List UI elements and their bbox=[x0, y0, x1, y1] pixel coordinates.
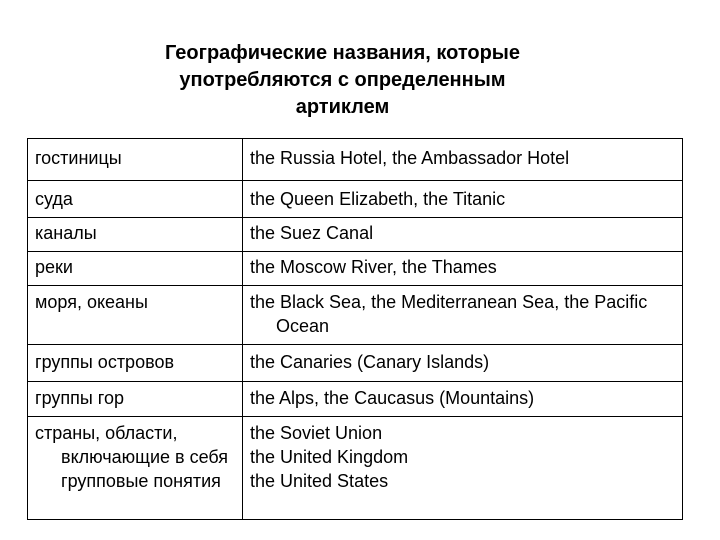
category-text: группы островов bbox=[35, 352, 175, 372]
category-text: группы гор bbox=[35, 388, 124, 408]
examples-text: the Queen Elizabeth, the Titanic bbox=[250, 189, 506, 209]
table-row bbox=[28, 139, 683, 181]
category-text: каналы bbox=[35, 223, 97, 243]
category-text: гостиницы bbox=[35, 148, 122, 168]
examples-text: the Black Sea, the Mediterranean Sea, the Pacific Ocean bbox=[250, 292, 648, 336]
table-row bbox=[28, 417, 683, 520]
examples-text: the Canaries (Canary Islands) bbox=[250, 352, 490, 372]
table-row bbox=[28, 345, 683, 382]
category-cell bbox=[28, 181, 243, 218]
category-text: моря, океаны bbox=[35, 292, 148, 312]
table-row bbox=[28, 382, 683, 417]
examples-cell bbox=[243, 417, 683, 520]
examples-text: the Suez Canal bbox=[250, 223, 374, 243]
examples-text: the Russia Hotel, the Ambassador Hotel bbox=[250, 148, 570, 168]
table-row bbox=[28, 218, 683, 252]
category-cell bbox=[28, 252, 243, 286]
examples-cell bbox=[243, 382, 683, 417]
table-row bbox=[28, 181, 683, 218]
category-cell bbox=[28, 345, 243, 382]
examples-text: the Moscow River, the Thames bbox=[250, 257, 497, 277]
examples-cell bbox=[243, 345, 683, 382]
category-cell bbox=[28, 139, 243, 181]
examples-cell bbox=[243, 139, 683, 181]
category-text: реки bbox=[35, 257, 73, 277]
category-cell bbox=[28, 218, 243, 252]
title-line-3: артиклем bbox=[295, 96, 390, 118]
table-row bbox=[28, 286, 683, 345]
examples-line: the United States bbox=[250, 471, 389, 491]
page-title bbox=[100, 40, 585, 121]
category-cell bbox=[28, 286, 243, 345]
table-row bbox=[28, 252, 683, 286]
geographic-names-table bbox=[27, 138, 683, 520]
examples-cell bbox=[243, 181, 683, 218]
category-text: суда bbox=[35, 189, 73, 209]
examples-cell bbox=[243, 286, 683, 345]
examples-text: the Alps, the Caucasus (Mountains) bbox=[250, 388, 535, 408]
examples-cell bbox=[243, 252, 683, 286]
examples-cell bbox=[243, 218, 683, 252]
examples-line: the Soviet Union bbox=[250, 423, 383, 443]
title-line-1: Географические названия, которые bbox=[164, 42, 521, 64]
title-line-2: употребляются с определенным bbox=[179, 69, 506, 91]
examples-line: the United Kingdom bbox=[250, 447, 409, 467]
category-cell bbox=[28, 417, 243, 520]
category-text: страны, области, включающие в себя групповые понятия bbox=[35, 423, 229, 491]
category-cell bbox=[28, 382, 243, 417]
